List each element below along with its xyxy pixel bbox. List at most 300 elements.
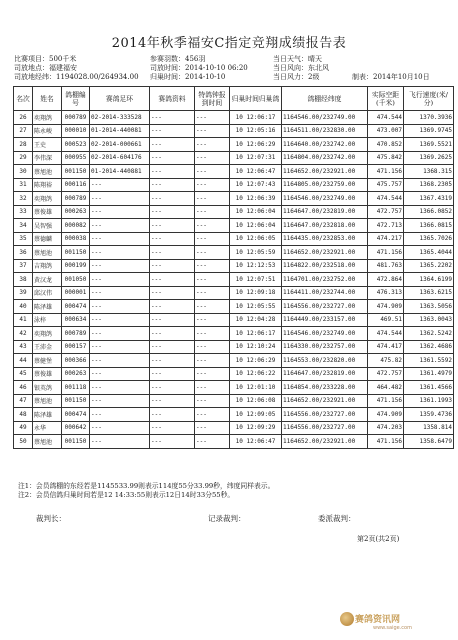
cell-distance: 471.156: [368, 246, 404, 260]
cell-report: ---: [195, 165, 230, 179]
meta-project: 比赛项目：500千米: [14, 55, 77, 63]
cell-coord: 1164805.00/232759.00: [282, 178, 368, 192]
cell-distance: 475.757: [368, 178, 404, 192]
cell-speed: 1366.0815: [404, 219, 454, 233]
cell-time: 10 12:05:59: [230, 246, 282, 260]
cell-speed: 1361.4979: [404, 367, 454, 381]
cell-info: ---: [150, 394, 195, 408]
header-loft: 鸽棚编号: [62, 87, 90, 111]
cell-distance: 473.007: [368, 124, 404, 138]
header-row: [14, 87, 454, 111]
cell-ring: ---: [90, 232, 150, 246]
cell-info: ---: [150, 165, 195, 179]
cell-ring: ---: [90, 178, 150, 192]
cell-speed: 1367.4319: [404, 192, 454, 206]
cell-rank: 33: [14, 205, 33, 219]
cell-rank: 45: [14, 367, 33, 381]
table-row: [14, 111, 454, 125]
cell-time: 10 12:09:29: [230, 421, 282, 435]
cell-name: 蔡旭池: [33, 435, 62, 449]
cell-loft: 000789: [62, 327, 90, 341]
cell-coord: 1164556.00/232727.00: [282, 300, 368, 314]
cell-ring: ---: [90, 354, 150, 368]
cell-report: ---: [195, 367, 230, 381]
cell-rank: 40: [14, 300, 33, 314]
cell-rank: 31: [14, 178, 33, 192]
cell-name: 王沛金: [33, 340, 62, 354]
cell-report: ---: [195, 300, 230, 314]
cell-coord: 1164640.00/232742.00: [282, 138, 368, 152]
meta-weather: 当日天气：晴天: [273, 55, 322, 63]
cell-distance: 474.203: [368, 421, 404, 435]
cell-info: ---: [150, 124, 195, 138]
cell-coord: 1164511.00/232830.00: [282, 124, 368, 138]
cell-info: ---: [150, 313, 195, 327]
cell-rank: 43: [14, 340, 33, 354]
cell-rank: 35: [14, 232, 33, 246]
cell-rank: 27: [14, 124, 33, 138]
watermark-url: www.saige.com: [373, 625, 412, 631]
cell-coord: 1164556.00/232727.00: [282, 408, 368, 422]
sign-referee: 裁判长：: [36, 514, 66, 523]
table-row: [14, 381, 454, 395]
cell-info: ---: [150, 408, 195, 422]
cell-name: 黄汉龙: [33, 273, 62, 287]
cell-coord: 1164652.00/232921.00: [282, 394, 368, 408]
cell-report: ---: [195, 246, 230, 260]
cell-coord: 1164701.00/232752.00: [282, 273, 368, 287]
cell-report: ---: [195, 421, 230, 435]
cell-coord: 1164854.00/233228.00: [282, 381, 368, 395]
cell-name: 王史: [33, 138, 62, 152]
cell-name: 泳梓: [33, 313, 62, 327]
cell-distance: 472.757: [368, 205, 404, 219]
cell-name: 邱汉伟: [33, 286, 62, 300]
cell-speed: 1364.6199: [404, 273, 454, 287]
note-1: 注1：会员鸽棚的东经若是1145533.99则表示114度55分33.99秒，纬度同样表示。: [18, 482, 275, 490]
cell-rank: 30: [14, 165, 33, 179]
cell-coord: 1164449.00/233157.00: [282, 313, 368, 327]
cell-report: ---: [195, 435, 230, 449]
cell-time: 10 12:06:47: [230, 435, 282, 449]
watermark-logo-icon: [340, 612, 354, 626]
cell-report: ---: [195, 394, 230, 408]
cell-speed: 1358.6479: [404, 435, 454, 449]
cell-report: ---: [195, 327, 230, 341]
cell-distance: 464.482: [368, 381, 404, 395]
cell-report: ---: [195, 138, 230, 152]
sign-delegate: 委派裁判：: [318, 514, 356, 523]
cell-loft: 000038: [62, 232, 90, 246]
cell-distance: 471.156: [368, 165, 404, 179]
cell-rank: 42: [14, 327, 33, 341]
cell-name: 蔡旭池: [33, 394, 62, 408]
cell-speed: 1363.0043: [404, 313, 454, 327]
cell-loft: 000199: [62, 259, 90, 273]
cell-report: ---: [195, 381, 230, 395]
cell-name: 蔡俊雄: [33, 205, 62, 219]
cell-loft: 000955: [62, 151, 90, 165]
cell-info: ---: [150, 354, 195, 368]
cell-time: 10 12:06:29: [230, 138, 282, 152]
table-row: [14, 178, 454, 192]
cell-time: 10 12:06:04: [230, 205, 282, 219]
cell-time: 10 12:05:16: [230, 124, 282, 138]
cell-loft: 001150: [62, 246, 90, 260]
cell-name: 蔡德麟: [33, 232, 62, 246]
cell-info: ---: [150, 192, 195, 206]
cell-loft: 000474: [62, 408, 90, 422]
cell-distance: 472.757: [368, 367, 404, 381]
cell-speed: 1368.2305: [404, 178, 454, 192]
cell-time: 10 12:06:04: [230, 219, 282, 233]
cell-ring: ---: [90, 367, 150, 381]
header-distance: 实际空距(千米): [368, 87, 404, 111]
cell-coord: 1164647.00/232818.00: [282, 219, 368, 233]
cell-time: 10 12:04:28: [230, 313, 282, 327]
table-row: [14, 367, 454, 381]
meta-coords: 司放地经纬：1194028.00/264934.00: [14, 73, 139, 81]
meta-made-date: 制表：2014年10月10日: [352, 73, 430, 81]
table-row: [14, 273, 454, 287]
cell-ring: ---: [90, 205, 150, 219]
cell-ring: ---: [90, 300, 150, 314]
table-row: [14, 165, 454, 179]
table-row: [14, 354, 454, 368]
cell-coord: 1164546.00/232749.00: [282, 327, 368, 341]
cell-loft: 000789: [62, 111, 90, 125]
cell-info: ---: [150, 340, 195, 354]
cell-loft: 000474: [62, 300, 90, 314]
header-ring: 赛鸽足环: [90, 87, 150, 111]
cell-rank: 28: [14, 138, 33, 152]
cell-name: 吴智强: [33, 219, 62, 233]
cell-speed: 1358.814: [404, 421, 454, 435]
cell-speed: 1369.2625: [404, 151, 454, 165]
cell-loft: 000263: [62, 205, 90, 219]
cell-coord: 1164435.00/232853.00: [282, 232, 368, 246]
cell-speed: 1365.2202: [404, 259, 454, 273]
header-name: 姓名: [33, 87, 62, 111]
cell-time: 10 12:06:47: [230, 165, 282, 179]
cell-info: ---: [150, 286, 195, 300]
meta-return-date: 归巢时间：2014-10-10: [150, 73, 226, 81]
table-row: [14, 232, 454, 246]
table-row: [14, 286, 454, 300]
cell-ring: ---: [90, 421, 150, 435]
cell-rank: 36: [14, 246, 33, 260]
cell-ring: ---: [90, 273, 150, 287]
cell-coord: 1164647.00/232819.00: [282, 367, 368, 381]
cell-name: 陈泽雄: [33, 408, 62, 422]
page-number: 第2页(共2页): [357, 535, 400, 543]
cell-distance: 472.864: [368, 273, 404, 287]
cell-loft: 001150: [62, 394, 90, 408]
cell-speed: 1361.1993: [404, 394, 454, 408]
cell-name: 奕翔鸽: [33, 192, 62, 206]
cell-speed: 1369.5521: [404, 138, 454, 152]
cell-name: 吉翔鸽: [33, 259, 62, 273]
cell-speed: 1365.4044: [404, 246, 454, 260]
cell-time: 10 12:06:05: [230, 232, 282, 246]
cell-ring: ---: [90, 327, 150, 341]
table-row: [14, 313, 454, 327]
table-row: [14, 124, 454, 138]
cell-rank: 29: [14, 151, 33, 165]
cell-ring: ---: [90, 394, 150, 408]
cell-report: ---: [195, 273, 230, 287]
table-row: [14, 246, 454, 260]
cell-report: ---: [195, 205, 230, 219]
cell-info: ---: [150, 219, 195, 233]
cell-ring: ---: [90, 246, 150, 260]
cell-name: 陈永峻: [33, 124, 62, 138]
table-row: [14, 300, 454, 314]
meta-release-time: 司放时间：2014-10-10 06:20: [150, 64, 248, 72]
cell-info: ---: [150, 421, 195, 435]
cell-info: ---: [150, 435, 195, 449]
meta-club: 司放地点：福建福安: [14, 64, 77, 72]
cell-speed: 1366.0852: [404, 205, 454, 219]
cell-rank: 38: [14, 273, 33, 287]
cell-report: ---: [195, 192, 230, 206]
cell-speed: 1369.9745: [404, 124, 454, 138]
cell-report: ---: [195, 354, 230, 368]
table-row: [14, 327, 454, 341]
cell-coord: 1164330.00/232757.00: [282, 340, 368, 354]
cell-loft: 001050: [62, 273, 90, 287]
cell-ring: ---: [90, 313, 150, 327]
cell-distance: 472.713: [368, 219, 404, 233]
cell-loft: 000642: [62, 421, 90, 435]
cell-distance: 476.313: [368, 286, 404, 300]
report-title: 2014年秋季福安C指定竞翔成绩报告表: [111, 36, 347, 51]
cell-name: 蔡旭池: [33, 165, 62, 179]
cell-info: ---: [150, 151, 195, 165]
note-2: 注2：会员信鸽归巢时间若是12 14:33:55则表示12日14时33分55秒。: [18, 491, 235, 499]
cell-loft: 000366: [62, 354, 90, 368]
cell-report: ---: [195, 286, 230, 300]
cell-info: ---: [150, 259, 195, 273]
cell-report: ---: [195, 124, 230, 138]
cell-time: 10 12:06:22: [230, 367, 282, 381]
cell-loft: 000082: [62, 219, 90, 233]
table-row: [14, 219, 454, 233]
cell-report: ---: [195, 151, 230, 165]
cell-coord: 1164553.00/232820.00: [282, 354, 368, 368]
table-row: [14, 138, 454, 152]
cell-coord: 1164411.00/232744.00: [282, 286, 368, 300]
cell-coord: 1164556.00/232727.00: [282, 421, 368, 435]
table-row: [14, 340, 454, 354]
cell-speed: 1365.7026: [404, 232, 454, 246]
cell-info: ---: [150, 246, 195, 260]
cell-speed: 1361.4566: [404, 381, 454, 395]
cell-time: 10 12:06:08: [230, 394, 282, 408]
cell-distance: 471.156: [368, 394, 404, 408]
cell-coord: 1164652.00/232921.00: [282, 435, 368, 449]
cell-report: ---: [195, 259, 230, 273]
cell-loft: 000001: [62, 286, 90, 300]
cell-name: 李伟深: [33, 151, 62, 165]
cell-rank: 34: [14, 219, 33, 233]
cell-rank: 49: [14, 421, 33, 435]
table-row: [14, 192, 454, 206]
cell-report: ---: [195, 219, 230, 233]
cell-time: 10 12:05:55: [230, 300, 282, 314]
cell-name: 陈翔裕: [33, 178, 62, 192]
cell-time: 10 12:12:53: [230, 259, 282, 273]
cell-name: 银英鸽: [33, 381, 62, 395]
cell-rank: 26: [14, 111, 33, 125]
cell-rank: 37: [14, 259, 33, 273]
cell-time: 10 12:07:43: [230, 178, 282, 192]
cell-rank: 32: [14, 192, 33, 206]
cell-speed: 1362.4686: [404, 340, 454, 354]
cell-ring: ---: [90, 286, 150, 300]
cell-ring: 02-2014-604176: [90, 151, 150, 165]
cell-rank: 50: [14, 435, 33, 449]
notes: [18, 482, 274, 500]
cell-speed: 1368.315: [404, 165, 454, 179]
meta-wind-force: 当日风力：2级: [273, 73, 320, 81]
cell-name: 蔡俊雄: [33, 367, 62, 381]
cell-distance: 474.544: [368, 192, 404, 206]
cell-ring: 01-2014-440081: [90, 124, 150, 138]
header-rank: 名次: [14, 87, 33, 111]
cell-info: ---: [150, 111, 195, 125]
cell-time: 10 12:10:24: [230, 340, 282, 354]
cell-info: ---: [150, 205, 195, 219]
cell-report: ---: [195, 340, 230, 354]
results-table: [13, 86, 454, 449]
cell-distance: 474.544: [368, 111, 404, 125]
cell-ring: 02-2014-000661: [90, 138, 150, 152]
cell-distance: 474.909: [368, 300, 404, 314]
table-row: [14, 259, 454, 273]
cell-ring: ---: [90, 259, 150, 273]
header-time: 归巢时间归巢鸽: [230, 87, 282, 111]
cell-coord: 1164652.00/232921.00: [282, 246, 368, 260]
cell-name: 奕翔鸽: [33, 327, 62, 341]
cell-name: 陈泽雄: [33, 300, 62, 314]
cell-info: ---: [150, 367, 195, 381]
cell-time: 10 12:07:51: [230, 273, 282, 287]
cell-ring: 01-2014-440881: [90, 165, 150, 179]
cell-info: ---: [150, 327, 195, 341]
meta-entries: 参赛羽数：456羽: [150, 55, 206, 63]
meta-wind-direction: 当日风向：东北风: [273, 64, 329, 72]
cell-name: 永华: [33, 421, 62, 435]
cell-distance: 474.544: [368, 327, 404, 341]
cell-info: ---: [150, 232, 195, 246]
cell-rank: 39: [14, 286, 33, 300]
cell-info: ---: [150, 273, 195, 287]
cell-ring: 02-2014-333528: [90, 111, 150, 125]
cell-coord: 1164546.00/232749.00: [282, 192, 368, 206]
header-coord: 鸽棚经纬度: [282, 87, 368, 111]
cell-loft: 000157: [62, 340, 90, 354]
cell-time: 10 12:06:39: [230, 192, 282, 206]
cell-time: 10 12:06:29: [230, 354, 282, 368]
table-row: [14, 421, 454, 435]
cell-ring: ---: [90, 219, 150, 233]
cell-speed: 1359.4736: [404, 408, 454, 422]
cell-rank: 47: [14, 394, 33, 408]
cell-report: ---: [195, 408, 230, 422]
table-row: [14, 435, 454, 449]
cell-info: ---: [150, 300, 195, 314]
cell-coord: 1164822.00/232518.00: [282, 259, 368, 273]
cell-loft: 001118: [62, 381, 90, 395]
cell-rank: 44: [14, 354, 33, 368]
cell-info: ---: [150, 138, 195, 152]
cell-speed: 1363.5056: [404, 300, 454, 314]
cell-ring: ---: [90, 408, 150, 422]
table-row: [14, 205, 454, 219]
cell-name: 蔡健堡: [33, 354, 62, 368]
cell-distance: 475.82: [368, 354, 404, 368]
cell-time: 10 12:01:10: [230, 381, 282, 395]
cell-report: ---: [195, 178, 230, 192]
cell-distance: 471.156: [368, 435, 404, 449]
header-info: 赛鸽资料: [150, 87, 195, 111]
cell-report: ---: [195, 313, 230, 327]
cell-name: 奕翔鸽: [33, 111, 62, 125]
cell-time: 10 12:09:18: [230, 286, 282, 300]
header-report: 特鸽钟报到时间: [195, 87, 230, 111]
cell-loft: 001150: [62, 435, 90, 449]
cell-distance: 474.217: [368, 232, 404, 246]
watermark-text: 赛鸽资讯网: [355, 615, 401, 625]
cell-coord: 1164546.00/232749.00: [282, 111, 368, 125]
cell-ring: ---: [90, 381, 150, 395]
cell-distance: 475.842: [368, 151, 404, 165]
cell-loft: 000116: [62, 178, 90, 192]
table-row: [14, 151, 454, 165]
cell-distance: 474.909: [368, 408, 404, 422]
cell-ring: ---: [90, 192, 150, 206]
cell-report: ---: [195, 111, 230, 125]
table-row: [14, 408, 454, 422]
cell-coord: 1164652.00/232921.00: [282, 165, 368, 179]
cell-coord: 1164804.00/232742.00: [282, 151, 368, 165]
cell-speed: 1362.5242: [404, 327, 454, 341]
cell-info: ---: [150, 178, 195, 192]
cell-time: 10 12:09:05: [230, 408, 282, 422]
cell-speed: 1363.6215: [404, 286, 454, 300]
cell-loft: 000523: [62, 138, 90, 152]
cell-time: 10 12:06:17: [230, 111, 282, 125]
watermark: [355, 612, 412, 631]
cell-loft: 001150: [62, 165, 90, 179]
cell-time: 10 12:07:31: [230, 151, 282, 165]
cell-ring: ---: [90, 340, 150, 354]
header-speed: 飞行速度(米/分): [404, 87, 454, 111]
cell-loft: 000789: [62, 192, 90, 206]
cell-loft: 000263: [62, 367, 90, 381]
cell-distance: 474.417: [368, 340, 404, 354]
cell-name: 蔡旭池: [33, 246, 62, 260]
sign-recorder: 记录裁判：: [208, 514, 246, 523]
cell-ring: ---: [90, 435, 150, 449]
cell-speed: 1370.3936: [404, 111, 454, 125]
cell-distance: 481.763: [368, 259, 404, 273]
cell-rank: 41: [14, 313, 33, 327]
cell-speed: 1361.5592: [404, 354, 454, 368]
cell-report: ---: [195, 232, 230, 246]
table-row: [14, 394, 454, 408]
